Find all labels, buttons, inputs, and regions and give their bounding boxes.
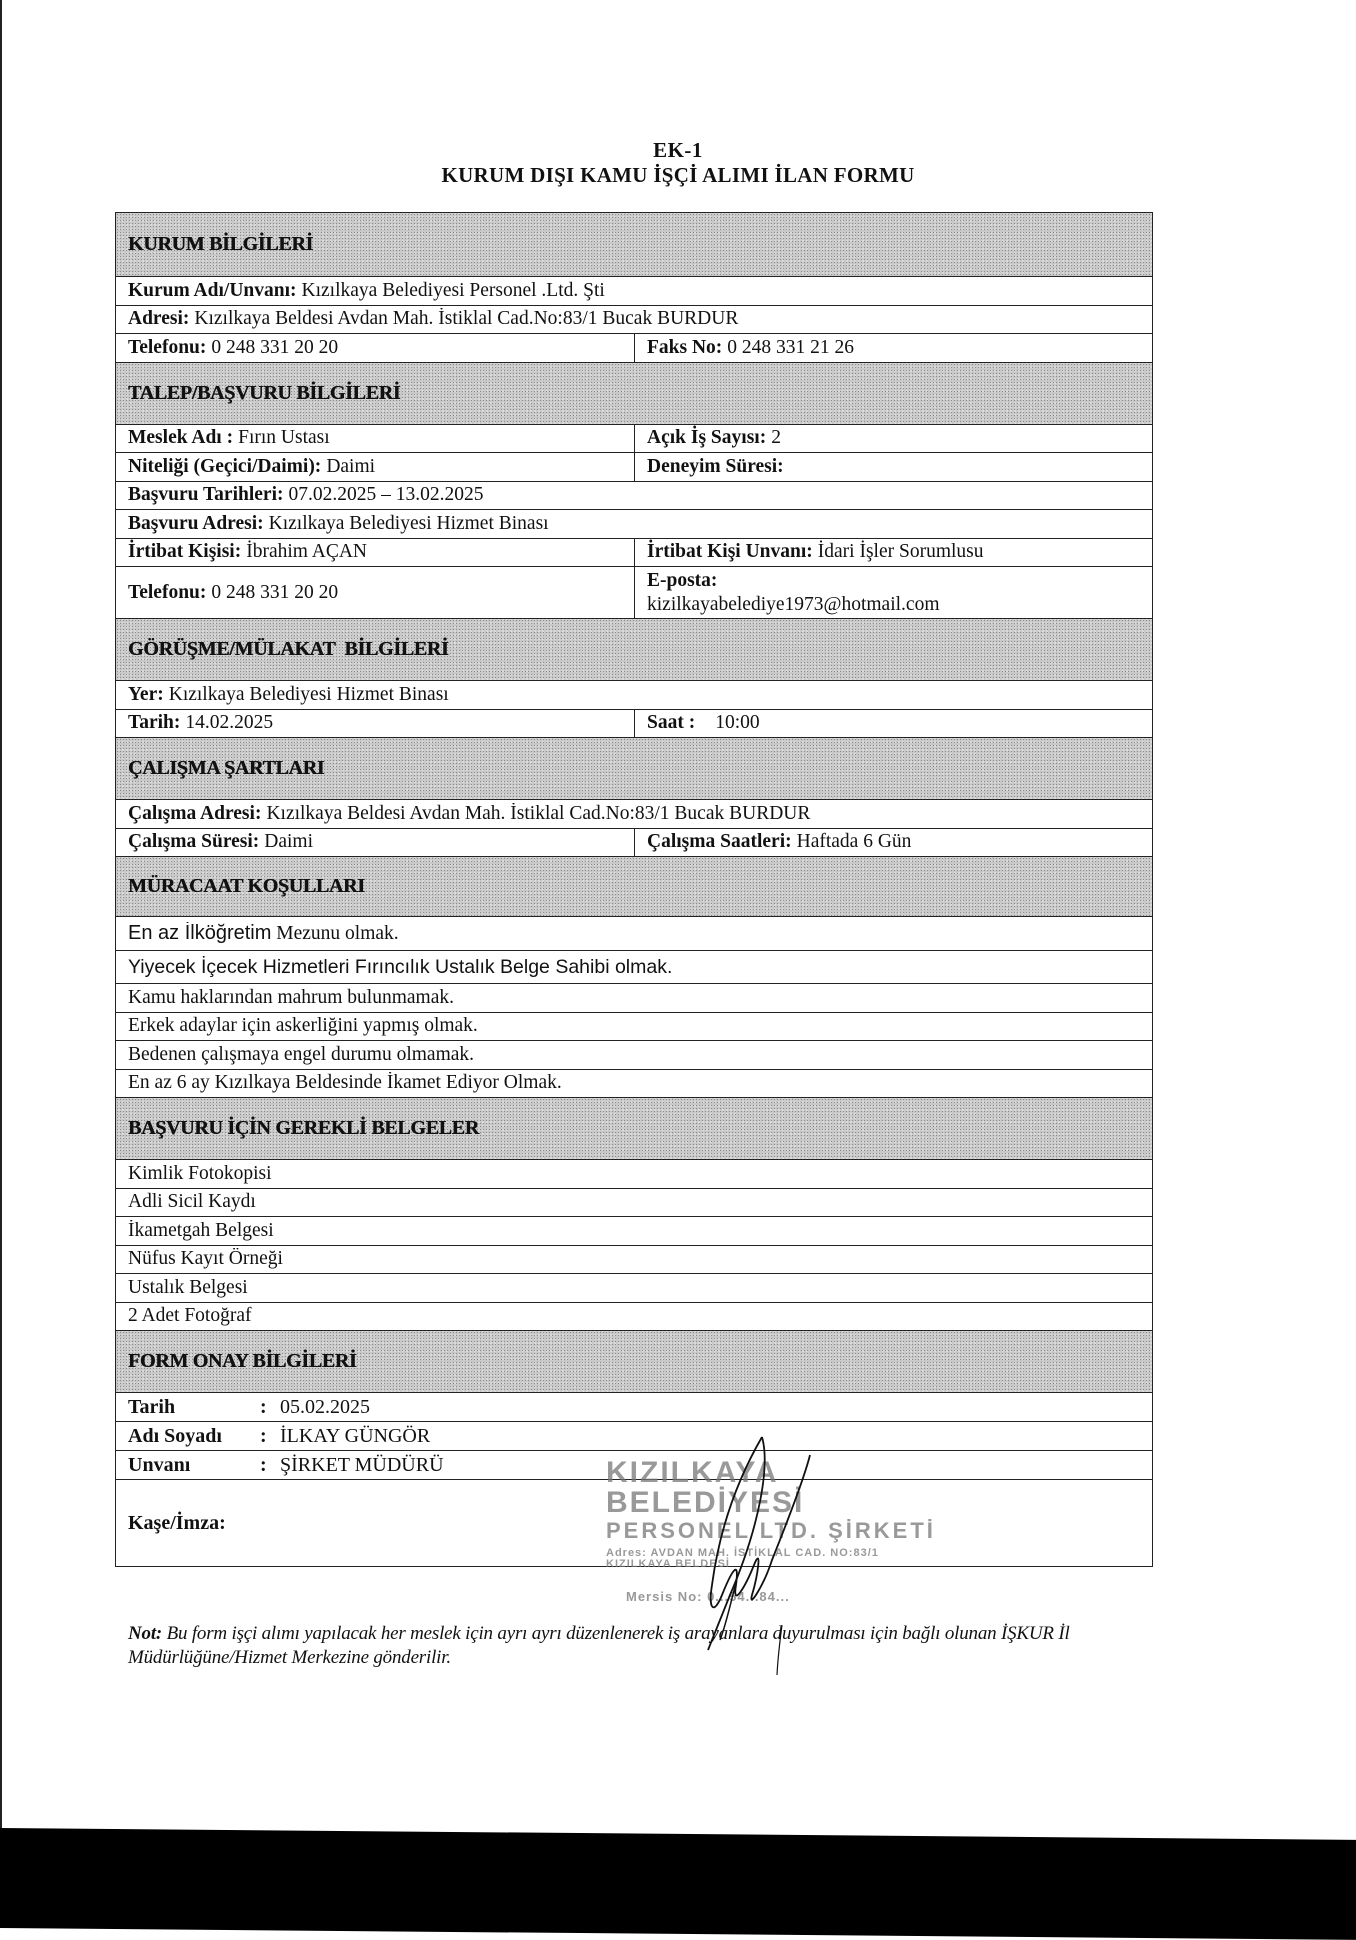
requirement-text: Yiyecek İçecek Hizmetleri Fırıncılık Ustalık Belge Sahibi olmak. [128, 955, 673, 978]
document-text: Ustalık Belgesi [128, 1276, 248, 1298]
institution-fax-value: 0 248 331 21 26 [727, 336, 855, 358]
section-title: FORM ONAY BİLGİLERİ [128, 1350, 357, 1372]
note-text: Bu form işçi alımı yapılacak her meslek için ayrı ayrı düzenlenerek iş arayanlara duyurulması için bağlı olunan İŞKUR İl Müdürlüğüne/Hizmet Merkezine gönderilir. [128, 1623, 1070, 1668]
requirement-text: Bedenen çalışmaya engel durumu olmamak. [128, 1043, 475, 1065]
section-title: ÇALIŞMA ŞARTLARI [128, 757, 325, 779]
interview-place-label: Yer: [128, 683, 164, 705]
approval-title-label: Unvanı [128, 1453, 191, 1476]
document-item [116, 1160, 1152, 1189]
document-text: Adli Sicil Kaydı [128, 1191, 256, 1213]
work-address-value: Kızılkaya Beldesi Avdan Mah. İstiklal Cad.No:83/1 Bucak BURDUR [266, 802, 811, 824]
institution-fax-label: Faks No: [647, 336, 723, 358]
work-duration-value: Daimi [264, 831, 314, 853]
section-requirements-header [116, 857, 1152, 917]
colon: : [260, 1424, 267, 1447]
experience-label: Deneyim Süresi: [647, 455, 784, 477]
document-item [116, 1217, 1152, 1246]
nature-label: Niteliği (Geçici/Daimi): [128, 455, 322, 477]
work-duration-label: Çalışma Süresi: [128, 831, 260, 853]
nature-value: Daimi [326, 455, 376, 477]
interview-date-value: 14.02.2025 [185, 712, 274, 734]
interview-datetime-row [116, 710, 1152, 739]
colon: : [260, 1395, 267, 1418]
institution-name-row [116, 277, 1152, 306]
interview-date-label: Tarih: [128, 712, 181, 734]
form-title: KURUM DIŞI KAMU İŞÇİ ALIMI İLAN FORMU [441, 163, 915, 187]
footnote [128, 1622, 1188, 1670]
requirement-item [116, 984, 1152, 1013]
section-title: GÖRÜŞME/MÜLAKAT BİLGİLERİ [128, 638, 449, 660]
institution-name-label: Kurum Adı/Unvanı: [128, 279, 297, 301]
announcement-form-table [115, 212, 1153, 1567]
interview-time-label: Saat : [647, 712, 696, 734]
requirement-item [116, 917, 1152, 951]
requirement-item [116, 1013, 1152, 1042]
requirement-text: Erkek adaylar için askerliğini yapmış olmak. [128, 1015, 478, 1037]
nature-row [116, 453, 1152, 482]
application-dates-value: 07.02.2025 – 13.02.2025 [288, 484, 484, 506]
section-title: TALEP/BAŞVURU BİLGİLERİ [128, 381, 401, 404]
approval-name-value: İLKAY GÜNGÖR [280, 1424, 431, 1447]
document-text: Nüfus Kayıt Örneği [128, 1248, 283, 1270]
institution-name-value: Kızılkaya Belediyesi Personel .Ltd. Şti [301, 279, 605, 301]
approval-date-label: Tarih [128, 1395, 176, 1418]
occupation-value: Fırın Ustası [238, 427, 330, 449]
section-approval-header [116, 1331, 1152, 1393]
institution-phone-value: 0 248 331 20 20 [211, 336, 339, 358]
section-title: MÜRACAAT KOŞULLARI [128, 875, 365, 897]
requirement-text: En az 6 ay Kızılkaya Beldesinde İkamet Ediyor Olmak. [128, 1072, 562, 1094]
document-item [116, 1246, 1152, 1275]
document-text: İkametgah Belgesi [128, 1219, 274, 1241]
approval-name-label: Adı Soyadı [128, 1424, 222, 1447]
colon: : [260, 1453, 267, 1476]
contact-title-value: İdari İşler Sorumlusu [817, 541, 984, 563]
section-documents-header [116, 1098, 1152, 1160]
work-address-label: Çalışma Adresi: [128, 802, 262, 824]
institution-address-row [116, 306, 1152, 335]
document-item [116, 1189, 1152, 1218]
application-dates-label: Başvuru Tarihleri: [128, 484, 284, 506]
contact-person-value: İbrahim AÇAN [246, 541, 367, 563]
requirement-text: Mezunu olmak. [271, 923, 399, 944]
contact-phone-value: 0 248 331 20 20 [211, 581, 339, 603]
contact-row [116, 539, 1152, 568]
stamp-signature-label: Kaşe/İmza: [128, 1511, 226, 1534]
application-address-label: Başvuru Adresi: [128, 512, 264, 534]
approval-date-row [116, 1393, 1152, 1422]
annex-number: EK-1 [653, 138, 703, 162]
section-institution-header [116, 213, 1152, 277]
institution-address-value: Kızılkaya Beldesi Avdan Mah. İstiklal Cad.No:83/1 Bucak BURDUR [194, 308, 739, 330]
occupation-label: Meslek Adı : [128, 427, 234, 449]
requirement-item [116, 1070, 1152, 1099]
note-label: Not: [128, 1623, 163, 1644]
interview-place-value: Kızılkaya Belediyesi Hizmet Binası [168, 683, 449, 705]
contact-title-label: İrtibat Kişi Unvanı: [647, 541, 813, 563]
document-item [116, 1274, 1152, 1303]
institution-phone-fax-row [116, 334, 1152, 363]
requirement-text: Kamu haklarından mahrum bulunmamak. [128, 986, 454, 1008]
scan-black-border [0, 1828, 1356, 1940]
application-address-row [116, 510, 1152, 539]
interview-place-row [116, 681, 1152, 710]
document-text: Kimlik Fotokopisi [128, 1162, 272, 1184]
section-interview-header [116, 619, 1152, 681]
application-dates-row [116, 482, 1152, 511]
section-title: BAŞVURU İÇİN GEREKLİ BELGELER [128, 1117, 479, 1139]
contact-phone-label: Telefonu: [128, 581, 207, 603]
stamp-line: KIZILKAYA BELEDİYESİ [606, 1456, 805, 1519]
work-address-row [116, 800, 1152, 829]
application-address-value: Kızılkaya Belediyesi Hizmet Binası [268, 512, 549, 534]
interview-time-value: 10:00 [715, 712, 760, 734]
approval-name-row [116, 1422, 1152, 1451]
requirement-item [116, 951, 1152, 984]
document-item [116, 1303, 1152, 1332]
stamp-line: Adres: AVDAN MAH. İSTİKLAL CAD. NO:83/1 KIZILKAYA BELDESİ [606, 1547, 879, 1570]
approval-title-value: ŞİRKET MÜDÜRÜ [280, 1453, 444, 1476]
institution-phone-label: Telefonu: [128, 336, 207, 358]
occupation-row [116, 425, 1152, 454]
email-label: E-posta: [647, 569, 718, 591]
email-value[interactable]: kizilkayabelediye1973@hotmail.com [647, 593, 940, 615]
contact-person-label: İrtibat Kişisi: [128, 541, 242, 563]
openings-label: Açık İş Sayısı: [647, 427, 767, 449]
work-hours-value: Haftada 6 Gün [796, 831, 912, 853]
institution-address-label: Adresi: [128, 308, 190, 330]
stamp-line: Mersis No: 0...54...84... [626, 1589, 790, 1604]
work-duration-hours-row [116, 829, 1152, 858]
section-title: KURUM BİLGİLERİ [128, 233, 313, 255]
section-working-conditions-header [116, 738, 1152, 800]
requirement-text-prefix: En az İlköğretim [128, 922, 272, 944]
document-title [0, 138, 1356, 188]
section-application-header [116, 363, 1152, 425]
openings-value: 2 [771, 427, 781, 449]
requirement-item [116, 1041, 1152, 1070]
approval-date-value: 05.02.2025 [280, 1395, 370, 1418]
document-text: 2 Adet Fotoğraf [128, 1305, 252, 1327]
contact-phone-email-row [116, 567, 1152, 619]
page-edge [0, 0, 2, 1830]
work-hours-label: Çalışma Saatleri: [647, 831, 792, 853]
stamp-line: PERSONEL LTD. ŞİRKETİ [606, 1518, 936, 1543]
